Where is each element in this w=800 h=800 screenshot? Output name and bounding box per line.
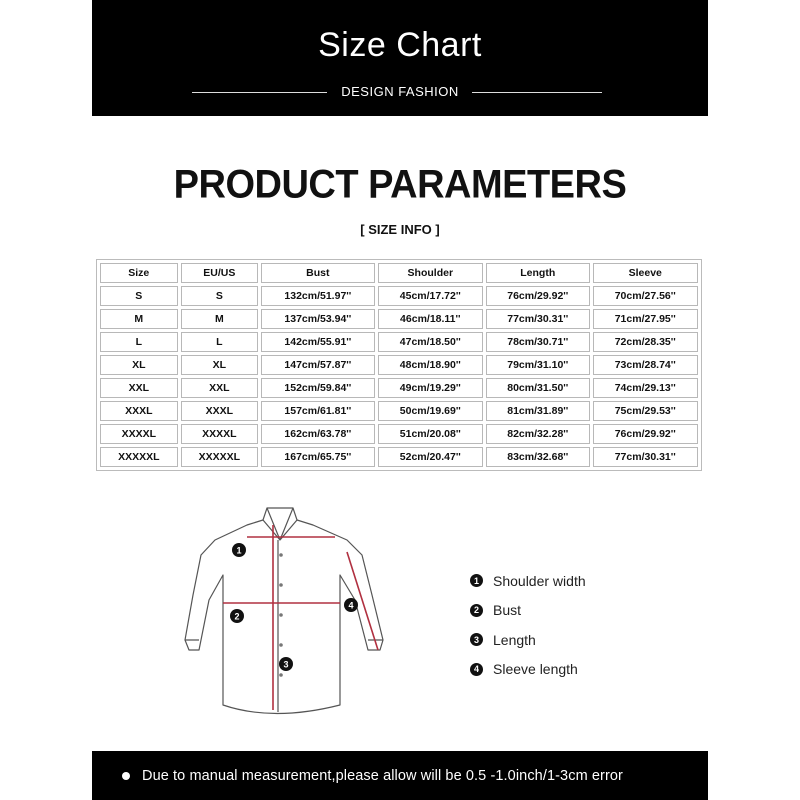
footer-banner [92, 751, 708, 800]
table-cell: 142cm/55.91'' [261, 332, 374, 352]
size-table [96, 259, 702, 471]
table-cell: 45cm/17.72'' [378, 286, 483, 306]
column-header: Length [486, 263, 589, 283]
table-cell: M [181, 309, 259, 329]
legend-item [470, 625, 586, 655]
table-cell: S [181, 286, 259, 306]
subtitle-line-right [472, 92, 602, 93]
subtitle: DESIGN FASHION [341, 84, 459, 99]
table-cell: XXXXXL [100, 447, 178, 467]
table-cell: 51cm/20.08'' [378, 424, 483, 444]
product-parameters-title: PRODUCT PARAMETERS [173, 162, 627, 208]
table-cell: 47cm/18.50'' [378, 332, 483, 352]
table-cell: 167cm/65.75'' [261, 447, 374, 467]
shirt-collar [263, 508, 297, 540]
legend-label-shoulder: Shoulder width [493, 572, 586, 589]
table-cell: 76cm/29.92'' [486, 286, 589, 306]
table-cell: 162cm/63.78'' [261, 424, 374, 444]
legend-label-length: Length [493, 631, 536, 648]
table-cell: 49cm/19.29'' [378, 378, 483, 398]
table-cell: 157cm/61.81'' [261, 401, 374, 421]
table-row [100, 332, 698, 352]
table-cell: 137cm/53.94'' [261, 309, 374, 329]
table-cell: 79cm/31.10'' [486, 355, 589, 375]
table-cell: 152cm/59.84'' [261, 378, 374, 398]
table-cell: 77cm/30.31'' [593, 447, 699, 467]
table-cell: 71cm/27.95'' [593, 309, 699, 329]
table-row [100, 286, 698, 306]
table-cell: 52cm/20.47'' [378, 447, 483, 467]
table-cell: XXXL [181, 401, 259, 421]
table-cell: 83cm/32.68'' [486, 447, 589, 467]
table-cell: XXXXXL [181, 447, 259, 467]
column-header: Sleeve [593, 263, 699, 283]
page-title: Size Chart [318, 26, 482, 64]
table-cell: XXL [181, 378, 259, 398]
table-row [100, 447, 698, 467]
table-row [100, 309, 698, 329]
table-cell: 81cm/31.89'' [486, 401, 589, 421]
table-cell: 82cm/32.28'' [486, 424, 589, 444]
table-header-row [100, 263, 698, 283]
marker-1: 1 [236, 545, 242, 556]
table-cell: XL [100, 355, 178, 375]
column-header: Bust [261, 263, 374, 283]
table-cell: S [100, 286, 178, 306]
table-row [100, 355, 698, 375]
table-cell: L [181, 332, 259, 352]
table-body [100, 286, 698, 467]
legend-label-bust: Bust [493, 602, 522, 619]
legend-item [470, 596, 586, 626]
table-cell: XL [181, 355, 259, 375]
measure-lines [223, 525, 378, 710]
header-banner [92, 0, 708, 116]
table-cell: 75cm/29.53'' [593, 401, 699, 421]
legend-number-4: 4 [470, 663, 483, 676]
legend-item [470, 566, 586, 596]
table-row [100, 424, 698, 444]
legend-item [470, 655, 586, 685]
table-cell: XXL [100, 378, 178, 398]
table-cell: 48cm/18.90'' [378, 355, 483, 375]
marker-3: 3 [283, 659, 289, 670]
legend-label-sleeve: Sleeve length [493, 661, 578, 678]
table-cell: 72cm/28.35'' [593, 332, 699, 352]
shirt-outline [185, 520, 383, 714]
legend-number-2: 2 [470, 604, 483, 617]
table-cell: 70cm/27.56'' [593, 286, 699, 306]
table-cell: L [100, 332, 178, 352]
table-cell: 77cm/30.31'' [486, 309, 589, 329]
bullet-icon [122, 772, 130, 780]
legend-number-3: 3 [470, 633, 483, 646]
size-info-label: [ SIZE INFO ] [360, 222, 440, 237]
table-cell: 76cm/29.92'' [593, 424, 699, 444]
subtitle-row [92, 84, 708, 100]
marker-2: 2 [234, 611, 240, 622]
marker-4: 4 [348, 600, 354, 611]
table-cell: XXXXL [100, 424, 178, 444]
measurement-legend [470, 566, 586, 684]
table-cell: XXXL [100, 401, 178, 421]
table-cell: XXXXL [181, 424, 259, 444]
table-cell: 80cm/31.50'' [486, 378, 589, 398]
column-header: EU/US [181, 263, 259, 283]
table-cell: 50cm/19.69'' [378, 401, 483, 421]
shirt-diagram [175, 500, 445, 725]
table-cell: 78cm/30.71'' [486, 332, 589, 352]
column-header: Size [100, 263, 178, 283]
table-cell: 73cm/28.74'' [593, 355, 699, 375]
table-cell: 74cm/29.13'' [593, 378, 699, 398]
table-cell: 132cm/51.97'' [261, 286, 374, 306]
table-row [100, 378, 698, 398]
table-row [100, 401, 698, 421]
table-cell: 46cm/18.11'' [378, 309, 483, 329]
legend-number-1: 1 [470, 574, 483, 587]
measurement-note: Due to manual measurement,please allow will be 0.5 -1.0inch/1-3cm error [142, 768, 623, 784]
table-cell: 147cm/57.87'' [261, 355, 374, 375]
column-header: Shoulder [378, 263, 483, 283]
table-cell: M [100, 309, 178, 329]
